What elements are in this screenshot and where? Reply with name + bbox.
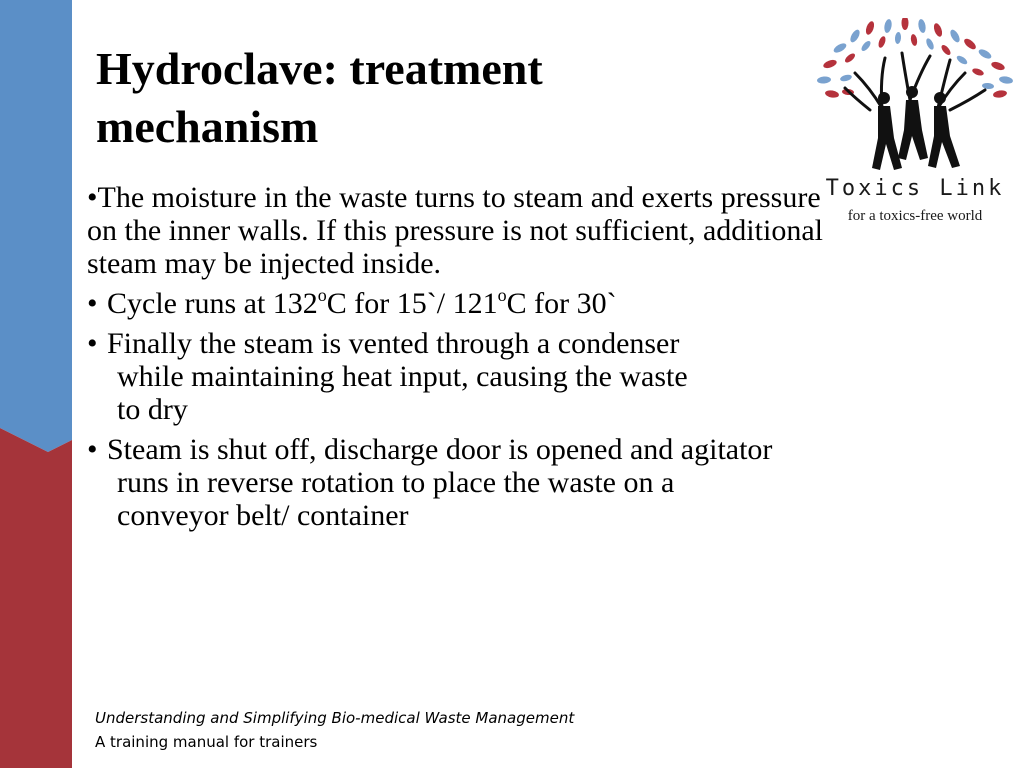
slide-title: Hydroclave: treatment mechanism — [96, 43, 543, 152]
bullet-text: Cycle runs at 132 — [107, 287, 318, 320]
footer-subtitle: A training manual for trainers — [95, 733, 318, 751]
bullet-text: C for 15`/ 121 — [326, 287, 498, 320]
bullet-text: The moisture in the waste turns to steam and exerts pressure on the inner walls. If this pressure is not sufficient, additional steam may be injected inside. — [87, 181, 823, 280]
bullet-mark: • — [87, 181, 98, 214]
bullet-item — [87, 433, 777, 532]
superscript: o — [497, 285, 507, 305]
bullet-text: C for 30` — [506, 287, 617, 320]
bullet-mark: • — [87, 433, 98, 466]
bullet-item — [87, 181, 827, 280]
bullet-text: Finally the steam is vented through a condenser while maintaining heat input, causing the waste to dry — [107, 327, 688, 426]
toxics-link-logo — [810, 18, 1020, 233]
bullet-item — [87, 327, 717, 426]
footer-title: Understanding and Simplifying Bio-medical Waste Management — [95, 709, 575, 727]
logo-tagline: for a toxics-free world — [847, 208, 983, 224]
bullet-mark: • — [87, 327, 98, 360]
footer — [95, 706, 695, 754]
bullet-list — [87, 181, 827, 539]
tree-people-icon — [810, 18, 1020, 178]
bullet-item — [87, 287, 827, 320]
superscript: o — [317, 285, 327, 305]
bullet-text: Steam is shut off, discharge door is opened and agitator runs in reverse rotation to place the waste on a conveyor belt/ container — [107, 433, 773, 532]
logo-name: Toxics Link — [825, 176, 1005, 201]
side-color-band — [0, 0, 80, 768]
bullet-mark: • — [87, 287, 98, 320]
